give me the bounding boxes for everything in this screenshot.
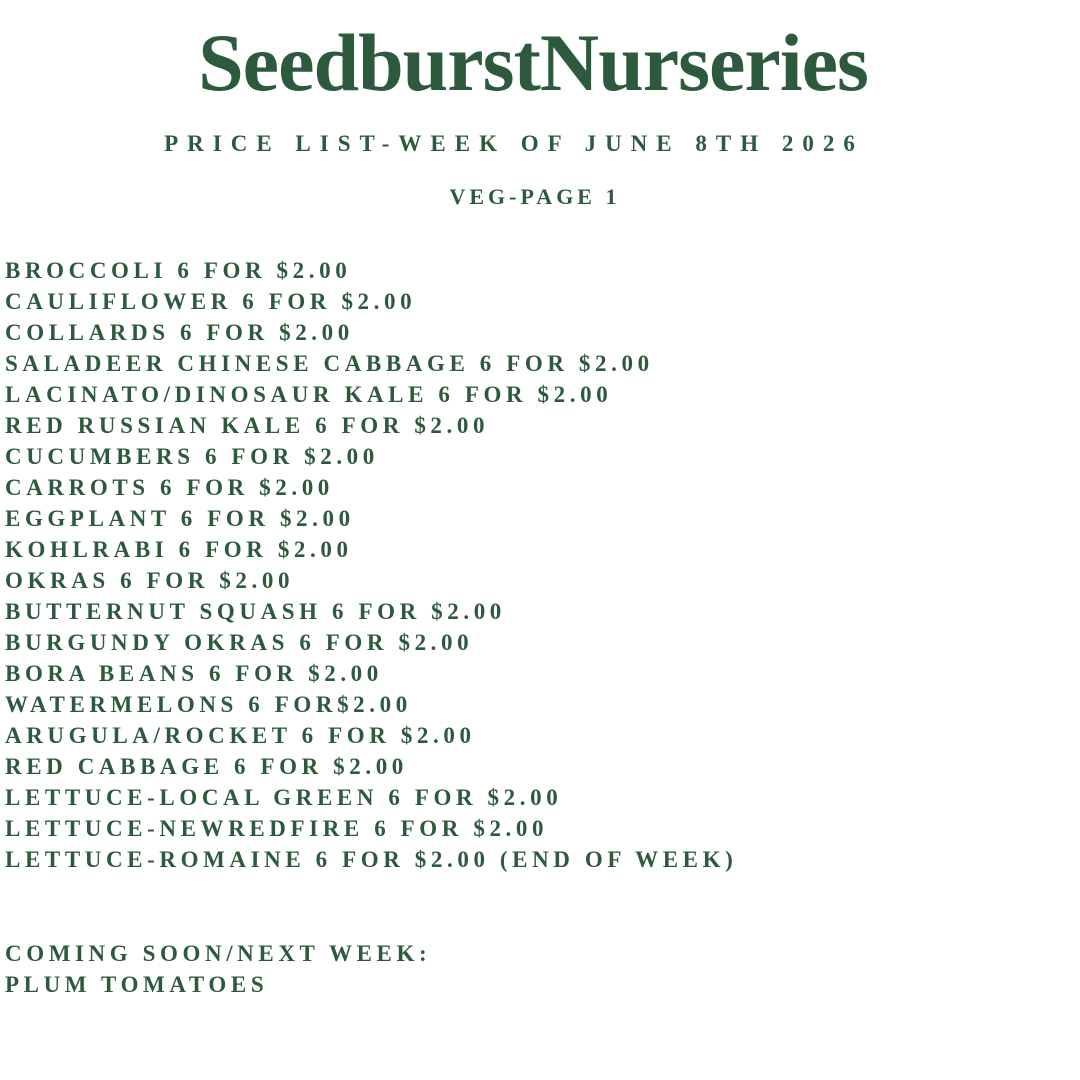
list-item: BROCCOLI 6 FOR $2.00 <box>5 258 352 283</box>
list-item: CAULIFLOWER 6 FOR $2.00 <box>5 289 417 314</box>
list-item: COLLARDS 6 FOR $2.00 <box>5 320 354 345</box>
list-item: EGGPLANT 6 FOR $2.00 <box>5 506 355 531</box>
list-item: RED RUSSIAN KALE 6 FOR $2.00 <box>5 413 490 438</box>
list-item: ARUGULA/ROCKET 6 FOR $2.00 <box>5 723 476 748</box>
list-item: BUTTERNUT SQUASH 6 FOR $2.00 <box>5 599 506 624</box>
list-item: LETTUCE-NEWREDFIRE 6 FOR $2.00 <box>5 816 549 841</box>
list-item: KOHLRABI 6 FOR $2.00 <box>5 537 353 562</box>
page-label: VEG-PAGE 1 <box>449 184 621 209</box>
list-item: WATERMELONS 6 FOR$2.00 <box>5 692 412 717</box>
price-list <box>5 255 737 875</box>
brand-title: SeedburstNurseries <box>198 17 868 108</box>
coming-soon-section <box>5 938 431 1000</box>
list-item: CUCUMBERS 6 FOR $2.00 <box>5 444 379 469</box>
list-item: LACINATO/DINOSAUR KALE 6 FOR $2.00 <box>5 382 613 407</box>
coming-soon-item: PLUM TOMATOES <box>5 972 269 997</box>
price-list-subtitle: PRICE LIST-WEEK OF JUNE 8TH 2026 <box>164 131 864 156</box>
list-item: BORA BEANS 6 FOR $2.00 <box>5 661 383 686</box>
list-item: OKRAS 6 FOR $2.00 <box>5 568 295 593</box>
list-item: RED CABBAGE 6 FOR $2.00 <box>5 754 408 779</box>
list-item: BURGUNDY OKRAS 6 FOR $2.00 <box>5 630 474 655</box>
list-item: CARROTS 6 FOR $2.00 <box>5 475 334 500</box>
list-item: LETTUCE-ROMAINE 6 FOR $2.00 (END OF WEEK) <box>5 847 738 872</box>
coming-soon-heading: COMING SOON/NEXT WEEK: <box>5 941 432 966</box>
list-item: LETTUCE-LOCAL GREEN 6 FOR $2.00 <box>5 785 563 810</box>
list-item: SALADEER CHINESE CABBAGE 6 FOR $2.00 <box>5 351 654 376</box>
